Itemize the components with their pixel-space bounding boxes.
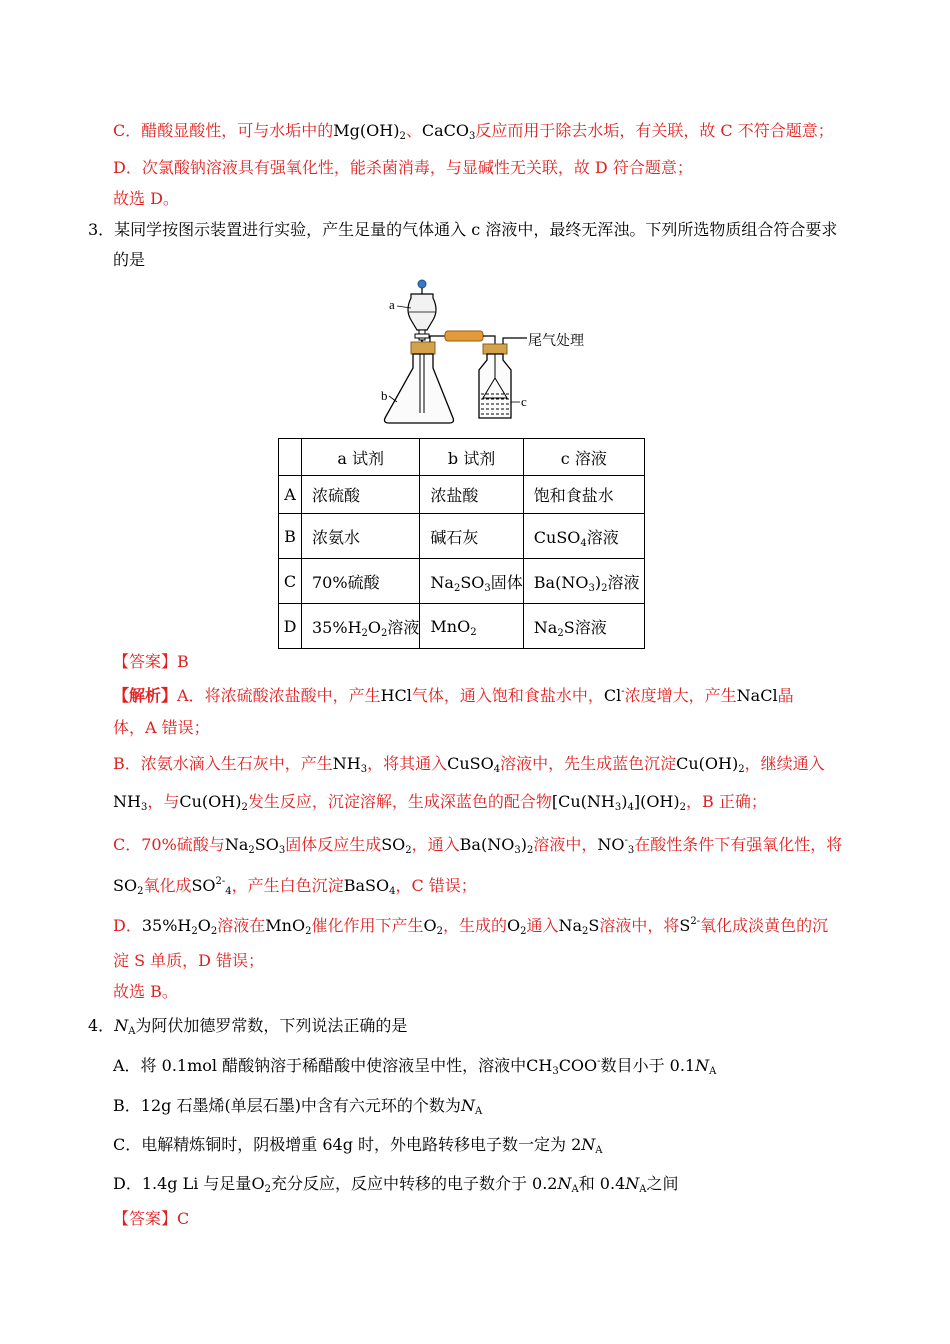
text: ，继续通入	[744, 754, 825, 773]
superscript: 2-	[215, 876, 226, 887]
subscript: 2	[453, 582, 461, 594]
q4-answer: 【答案】C	[113, 1209, 190, 1228]
text: 溶液	[586, 527, 619, 547]
subscript: 4	[225, 886, 232, 897]
formula: )	[621, 792, 628, 811]
subscript: 3	[140, 802, 148, 813]
table-row	[279, 476, 645, 514]
text: B．浓氨水滴入生石灰中，产生	[113, 754, 333, 773]
text: D．1.4g Li 与足量	[113, 1174, 252, 1193]
subscript: 3	[278, 845, 286, 856]
row-label: C	[279, 559, 302, 604]
subscript: 3	[468, 131, 476, 142]
subscript: 4	[389, 886, 396, 897]
text: B．12g 石墨烯(单层石墨)中含有六元环的个数为	[113, 1096, 461, 1115]
row-label: D	[279, 604, 302, 649]
subscript: 2	[399, 131, 406, 142]
text: ，将其通入	[367, 754, 448, 773]
formula: NaCl	[736, 686, 778, 705]
analysis-tag: 【解析】	[113, 686, 178, 705]
stopcock	[415, 334, 429, 338]
formula: SO	[113, 876, 138, 895]
subscript: 2	[305, 926, 312, 937]
subscript: 2	[738, 764, 745, 775]
text: ，通入	[411, 835, 460, 854]
text: 晶	[777, 686, 794, 705]
q2-option-d-analysis: D．次氯酸钠溶液具有强氧化性，能杀菌消毒，与显碱性无关联，故 D 符合题意；	[113, 158, 693, 177]
formula: CuSO	[533, 527, 581, 547]
formula: SO	[191, 876, 216, 895]
subscript: 4	[580, 537, 587, 549]
text: 溶液中，	[533, 835, 598, 854]
cell-a: 浓硫酸	[302, 476, 420, 514]
formula: Na	[430, 572, 454, 592]
text: 发生反应，沉淀溶解，生成深蓝色的配合物	[247, 792, 552, 811]
cell-a: 70%硫酸	[302, 559, 420, 604]
row-label: A	[279, 476, 302, 514]
text: 催化作用下产生	[311, 916, 424, 935]
cell-b	[420, 604, 523, 649]
subscript: 2	[582, 926, 589, 937]
q3-analysis-b-line1	[113, 753, 825, 775]
q3-analysis-a-line1	[113, 685, 794, 707]
row-label: B	[279, 514, 302, 559]
q3-analysis-d-line2: 淀 S 单质，D 错误；	[113, 951, 265, 970]
subscript: 2	[436, 926, 443, 937]
subscript: 2	[191, 926, 198, 937]
formula: COO	[558, 1056, 598, 1075]
subscript: 3	[627, 845, 635, 856]
formula: Cu(OH)	[676, 754, 739, 773]
cell-c	[523, 514, 644, 559]
formula: HCl	[380, 686, 412, 705]
formula: 35%H	[312, 617, 362, 637]
cell-a	[302, 604, 420, 649]
text: 溶液	[607, 572, 640, 592]
formula: S	[679, 916, 691, 935]
subscript: A	[474, 1106, 483, 1117]
subscript: 2	[264, 1184, 271, 1195]
apparatus-figure	[375, 278, 605, 426]
text: 浓度增大，产生	[624, 686, 737, 705]
text: ，生成的	[442, 916, 507, 935]
formula: N	[557, 1174, 572, 1193]
formula: )	[594, 572, 602, 592]
subscript: 2	[210, 926, 218, 937]
formula: S	[588, 916, 600, 935]
formula: O	[506, 916, 521, 935]
stopper-icon	[418, 280, 426, 288]
text: 溶液中，将	[599, 916, 680, 935]
text: 充分反应，反应中转移的电子数介于 0.2	[270, 1174, 558, 1193]
q3-stem-line1: 3．某同学按图示装置进行实验，产生足量的气体通入 c 溶液中，最终无浑浊。下列所选物质组合符合要求	[88, 220, 838, 239]
q4-option-a	[113, 1055, 716, 1077]
text: 和 0.4	[578, 1174, 626, 1193]
subscript: 2	[557, 627, 564, 639]
subscript: A	[128, 1026, 136, 1037]
formula: SO	[254, 835, 279, 854]
text: 通入	[526, 916, 559, 935]
subscript: 2	[526, 845, 534, 856]
formula: N	[695, 1056, 710, 1075]
text: 4．	[88, 1016, 115, 1035]
q4-option-c	[113, 1134, 603, 1156]
formula: BaSO	[343, 876, 390, 895]
subscript: 2	[241, 802, 248, 813]
formula: CuSO	[447, 754, 494, 773]
subscript: A	[571, 1184, 579, 1195]
formula: NO	[597, 835, 625, 854]
bottle-stopper	[483, 344, 507, 354]
label-a: a	[389, 297, 395, 312]
subscript: 3	[360, 764, 368, 775]
subscript: 4	[493, 764, 501, 775]
formula: Cu(OH)	[179, 792, 242, 811]
text: ，与	[147, 792, 180, 811]
formula: NH	[113, 792, 141, 811]
text: ，C 错误；	[395, 876, 477, 895]
formula: N	[114, 1016, 129, 1035]
subscript: 3	[552, 1066, 559, 1077]
text: 氧化成	[143, 876, 192, 895]
formula: S	[563, 617, 575, 637]
formula: Mg(OH)	[333, 121, 400, 140]
label-c: c	[521, 394, 527, 409]
formula: Ba(NO	[459, 835, 515, 854]
cell-b: 浓盐酸	[420, 476, 523, 514]
formula: Ba(NO	[533, 572, 589, 592]
table-row	[279, 514, 645, 559]
formula: NH	[332, 754, 361, 773]
formula: )	[520, 835, 527, 854]
text: 溶液在	[217, 916, 266, 935]
formula: O	[367, 617, 382, 637]
q3-analysis-c-line2	[113, 875, 477, 897]
q2-option-c-analysis	[113, 120, 834, 142]
formula: SO	[460, 572, 485, 592]
cell-b	[420, 559, 523, 604]
table-header-cell: c 溶液	[523, 439, 644, 476]
table-row	[279, 559, 645, 604]
formula: Na	[533, 617, 558, 637]
subscript: 2	[248, 845, 255, 856]
text: 为阿伏加德罗常数，下列说法正确的是	[135, 1016, 408, 1035]
formula: O	[251, 1174, 265, 1193]
tail-gas-label: 尾气处理	[528, 333, 584, 349]
subscript: A	[639, 1184, 647, 1195]
subscript: 2	[381, 627, 388, 639]
options-table	[278, 438, 645, 649]
q4-option-b	[113, 1095, 482, 1117]
formula: O	[423, 916, 437, 935]
formula: ](OH)	[633, 792, 680, 811]
q2-conclusion: 故选 D。	[113, 189, 179, 208]
formula: N	[460, 1096, 475, 1115]
subscript: A	[595, 1145, 603, 1156]
formula: CaCO	[421, 121, 469, 140]
superscript: 2-	[690, 916, 701, 927]
formula: O	[197, 916, 211, 935]
text: C．电解精炼铜时，阴极增重 64g 时，外电路转移电子数一定为 2	[113, 1135, 582, 1154]
formula: Na	[558, 916, 583, 935]
formula: Cl	[603, 686, 622, 705]
subscript: 2	[520, 926, 527, 937]
subscript: 3	[588, 582, 595, 594]
q3-analysis-a-line2: 体，A 错误；	[113, 718, 210, 737]
q4-option-d	[113, 1173, 679, 1195]
text: 气体，通入饱和食盐水中，	[411, 686, 604, 705]
text: 氧化成淡黄色的沉	[700, 916, 829, 935]
cell-a: 浓氨水	[302, 514, 420, 559]
superscript: -	[624, 835, 628, 846]
subscript: 2	[137, 886, 144, 897]
rubber-connector	[445, 331, 483, 341]
cell-c: 饱和食盐水	[523, 476, 644, 514]
formula: N	[581, 1135, 596, 1154]
text: A．将浓硫酸浓盐酸中，产生	[177, 686, 381, 705]
subscript: 2	[470, 626, 477, 638]
text: 之间	[646, 1174, 679, 1193]
text: 在酸性条件下有强氧化性，将	[634, 835, 843, 854]
q3-conclusion: 故选 B。	[113, 982, 178, 1001]
conical-flask	[385, 354, 454, 423]
text: 溶液	[574, 617, 607, 637]
formula: Na	[224, 835, 249, 854]
table-header-row	[279, 439, 645, 476]
text: ，B 正确；	[686, 792, 767, 811]
subscript: 4	[627, 802, 634, 813]
text: C．70%硫酸与	[113, 835, 225, 854]
subscript: 2	[405, 845, 412, 856]
superscript: -	[597, 1056, 601, 1067]
text: D．	[113, 916, 142, 935]
cell-b: 碱石灰	[420, 514, 523, 559]
subscript: 2	[679, 802, 686, 813]
subscript: 3	[484, 582, 491, 594]
cell-c	[523, 559, 644, 604]
subscript: 2	[601, 582, 608, 594]
label-b: b	[381, 388, 388, 403]
text: A．将 0.1mol 醋酸钠溶于稀醋酸中使溶液呈中性，溶液中	[113, 1056, 527, 1075]
formula: [Cu(NH	[551, 792, 615, 811]
text: 溶液	[387, 617, 420, 637]
text: 固体	[490, 572, 523, 592]
subscript: 2	[361, 627, 368, 639]
text: C．醋酸显酸性，可与水垢中的	[113, 121, 334, 140]
q4-stem	[88, 1015, 407, 1037]
text: ，产生白色沉淀	[231, 876, 344, 895]
table-header-cell: a 试剂	[302, 439, 420, 476]
formula: N	[625, 1174, 640, 1193]
formula: MnO	[430, 616, 471, 636]
subscript: 3	[514, 845, 521, 856]
superscript: -	[621, 686, 625, 697]
subscript: A	[709, 1066, 717, 1077]
text: 反应而用于除去水垢，有关联，故 C 不符合题意；	[475, 121, 834, 140]
text: 固体反应生成	[285, 835, 382, 854]
formula: 35%H	[141, 916, 192, 935]
q3-analysis-b-line2	[113, 791, 767, 813]
formula: CH	[526, 1056, 553, 1075]
q3-answer: 【答案】B	[113, 652, 189, 671]
table-row	[279, 604, 645, 649]
q3-analysis-c-line1	[113, 834, 842, 856]
table-header-cell	[279, 439, 302, 476]
flask-stopper	[411, 342, 435, 354]
cell-c	[523, 604, 644, 649]
formula: SO	[381, 835, 406, 854]
text: 、	[405, 121, 422, 140]
subscript: 3	[614, 802, 622, 813]
q3-analysis-d-line1	[113, 915, 828, 937]
text: 溶液中，先生成蓝色沉淀	[500, 754, 677, 773]
text: 数目小于 0.1	[600, 1056, 696, 1075]
table-header-cell: b 试剂	[420, 439, 523, 476]
formula: MnO	[265, 916, 306, 935]
q3-stem-line2: 的是	[113, 250, 146, 269]
